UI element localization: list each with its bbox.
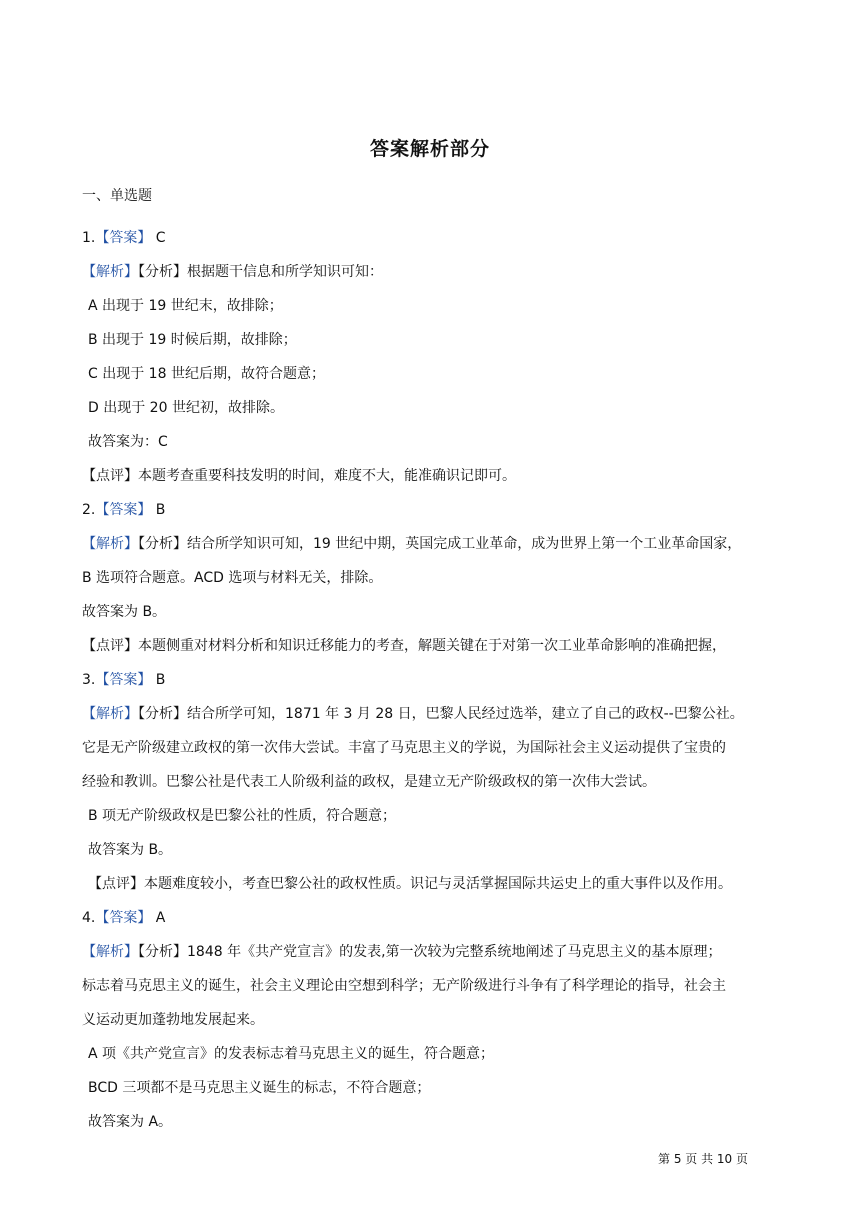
q3-analysis-cont-1: 它是无产阶级建立政权的第一次伟大尝试。丰富了马克思主义的学说，为国际社会主义运动提供了宝贵的 [82, 740, 726, 756]
q1-analysis [82, 262, 782, 282]
q3-option-b: B 项无产阶级政权是巴黎公社的性质，符合题意； [88, 808, 397, 824]
q4-conclusion: 故答案为 A。 [88, 1114, 173, 1130]
page-title: 答案解析部分 [369, 138, 490, 160]
q1-option-c: C 出现于 18 世纪后期，故符合题意； [88, 366, 325, 382]
q4-analysis [82, 942, 782, 962]
q3-conclusion: 故答案为 B。 [88, 842, 173, 858]
q3-number: 3. [82, 672, 96, 688]
q4-analysis-cont-1: 标志着马克思主义的诞生，社会主义理论由空想到科学；无产阶级进行斗争有了科学理论的指导，社会主 [82, 978, 726, 994]
q1-answer-tag: 【答案】 [95, 230, 152, 246]
q3-comment: 【点评】本题难度较小，考查巴黎公社的政权性质。识记与灵活掌握国际共运史上的重大事件以及作用。 [88, 876, 732, 892]
q4-option-bcd: BCD 三项都不是马克思主义诞生的标志，不符合题意； [88, 1080, 431, 1096]
q1-option-b: B 出现于 19 时候后期，故排除； [88, 332, 297, 348]
q2-conclusion: 故答案为 B。 [82, 604, 167, 620]
q2-analysis-cont: B 选项符合题意。ACD 选项与材料无关，排除。 [82, 570, 383, 586]
q2-analysis [82, 534, 782, 554]
q2-comment: 【点评】本题侧重对材料分析和知识迁移能力的考查，解题关键在于对第一次工业革命影响的准确把握， [82, 638, 726, 654]
q3-analysis [82, 704, 782, 724]
section-heading: 一、单选题 [82, 188, 152, 204]
q4-analysis-text: 【分析】1848 年《共产党宣言》的发表,第一次较为完整系统地阐述了马克思主义的基本原理； [138, 944, 722, 960]
q4-option-a: A 项《共产党宣言》的发表标志着马克思主义的诞生，符合题意； [88, 1046, 495, 1062]
q2-analysis-text: 【分析】结合所学知识可知，19 世纪中期，英国完成工业革命，成为世界上第一个工业革命国家， [138, 536, 742, 552]
q4-jiexi-tag: 【解析】 [82, 944, 138, 960]
q4-analysis-cont-2: 义运动更加蓬勃地发展起来。 [82, 1012, 264, 1028]
q3-answer [82, 670, 782, 690]
q2-answer-tag: 【答案】 [95, 502, 152, 518]
q4-answer-tag: 【答案】 [95, 910, 152, 926]
q1-option-d: D 出现于 20 世纪初，故排除。 [88, 400, 284, 416]
q1-number: 1. [82, 230, 96, 246]
q4-answer-value: A [151, 910, 166, 926]
q1-answer [82, 228, 782, 248]
q1-comment: 【点评】本题考查重要科技发明的时间，难度不大，能准确识记即可。 [82, 468, 516, 484]
q1-conclusion: 故答案为：C [88, 434, 168, 450]
q1-answer-value: C [151, 230, 166, 246]
q3-jiexi-tag: 【解析】 [82, 706, 138, 722]
q3-answer-value: B [151, 672, 166, 688]
q4-number: 4. [82, 910, 96, 926]
q1-option-a: A 出现于 19 世纪末，故排除； [88, 298, 283, 314]
q3-analysis-text: 【分析】结合所学可知，1871 年 3 月 28 日，巴黎人民经过选举，建立了自己的政权--巴黎公社。 [138, 706, 744, 722]
q2-answer-value: B [151, 502, 166, 518]
q3-analysis-cont-2: 经验和教训。巴黎公社是代表工人阶级利益的政权，是建立无产阶级政权的第一次伟大尝试。 [82, 774, 656, 790]
q1-analysis-text: 【分析】根据题干信息和所学知识可知： [138, 264, 383, 280]
q2-answer [82, 500, 782, 520]
q3-answer-tag: 【答案】 [95, 672, 152, 688]
q2-number: 2. [82, 502, 96, 518]
q2-jiexi-tag: 【解析】 [82, 536, 138, 552]
q1-jiexi-tag: 【解析】 [82, 264, 138, 280]
page-footer: 第 5 页 共 10 页 [658, 1152, 748, 1166]
q4-answer [82, 908, 782, 928]
